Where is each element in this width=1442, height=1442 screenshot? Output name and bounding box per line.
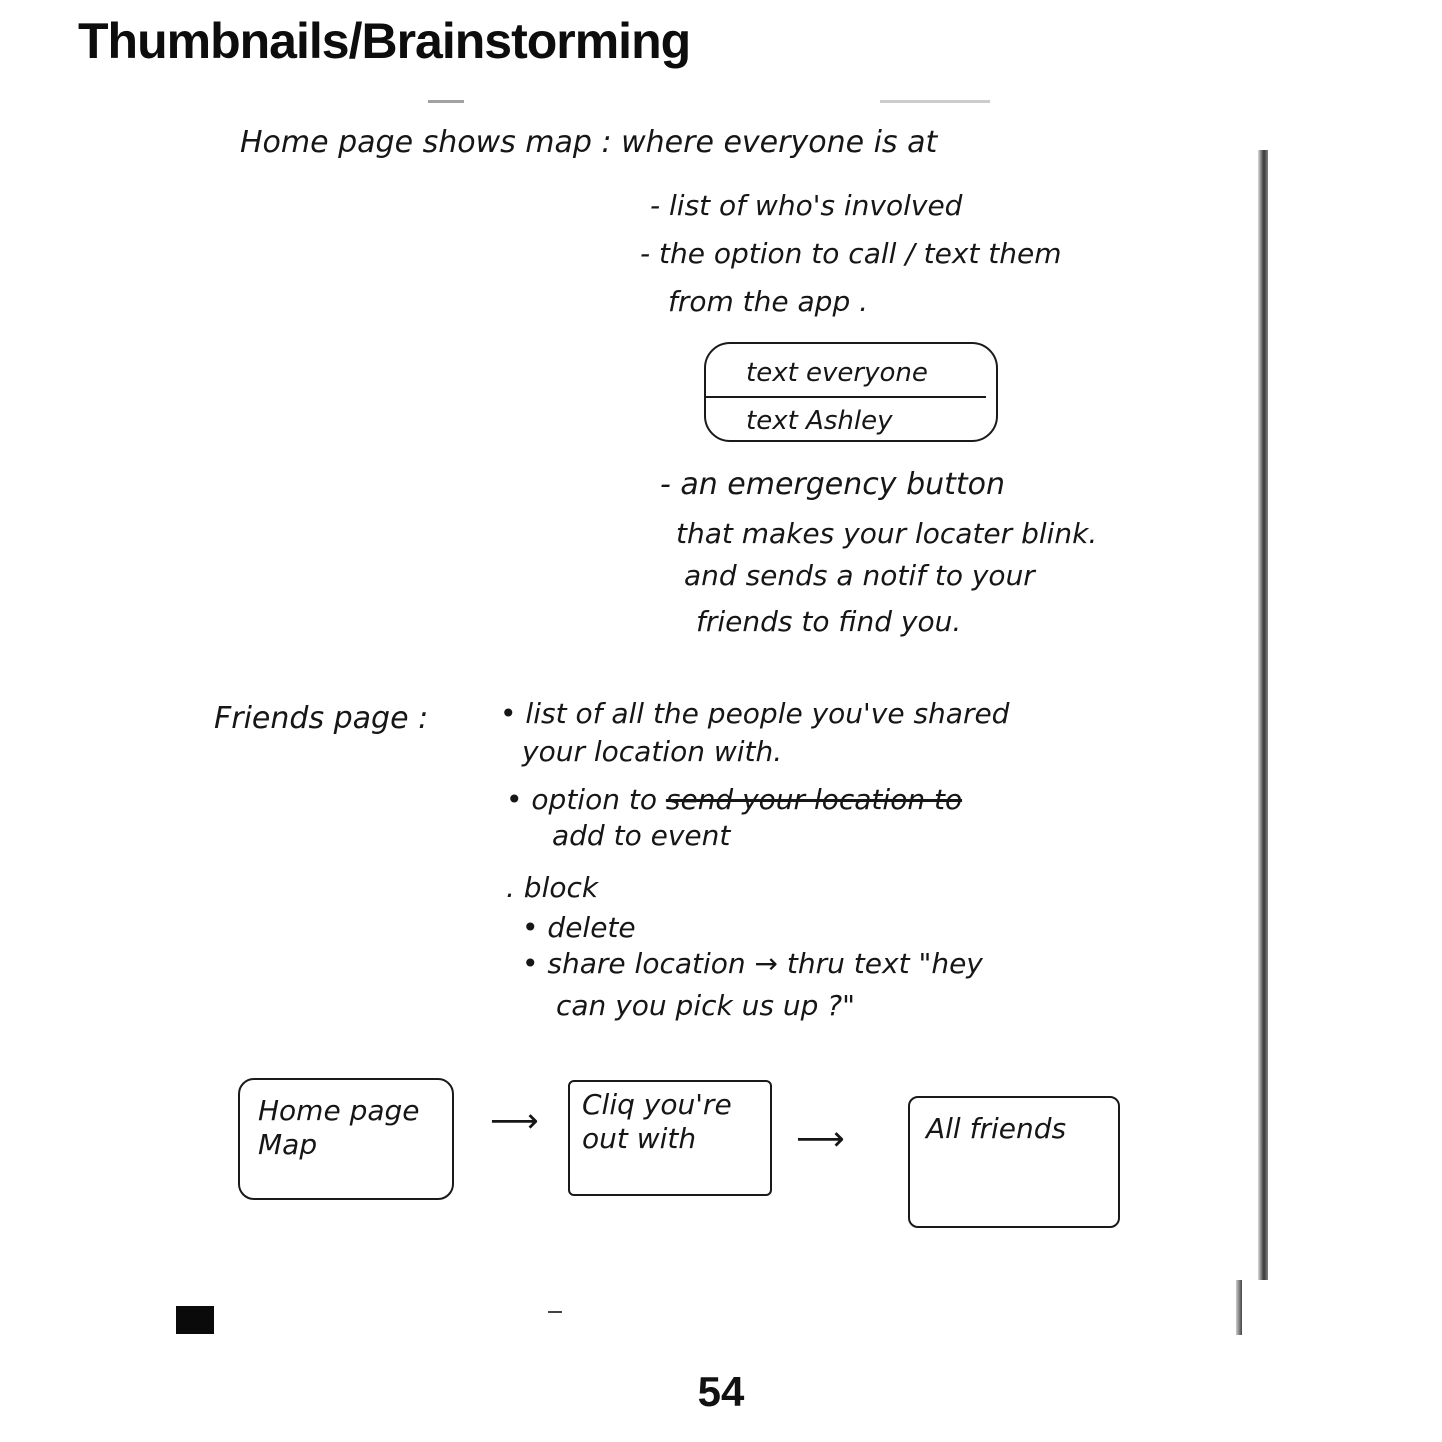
home-page-heading: Home page shows map : where everyone is at	[240, 125, 938, 160]
friends-item-share-location: • share location → thru text "hey	[522, 947, 983, 980]
friends-item-delete: • delete	[522, 911, 636, 944]
text-everyone-button[interactable]: text everyone	[746, 358, 928, 388]
flow-arrow-right-icon: ⟶	[796, 1119, 845, 1159]
friends-item-share-location-cont: can you pick us up ?"	[556, 989, 856, 1022]
friends-item-option	[506, 783, 963, 816]
flow-arrow-right-icon: ⟶	[490, 1101, 539, 1141]
scan-registration-mark	[176, 1306, 214, 1334]
friends-item-shared-list: • list of all the people you've shared	[500, 697, 1010, 730]
home-bullet-list-involved: - list of who's involved	[650, 189, 963, 222]
friends-item-block: . block	[506, 871, 599, 904]
emergency-line-1: - an emergency button	[660, 467, 1006, 502]
flow-box-cliq-label: Cliq you're out with	[582, 1088, 732, 1155]
scan-edge-shadow-bottom	[1236, 1280, 1242, 1335]
friends-item-add-event: add to event	[552, 819, 731, 852]
option-prefix: • option to	[506, 783, 657, 816]
friends-page-heading: Friends page :	[214, 701, 429, 736]
page-number: 54	[697, 1368, 745, 1415]
flow-box-cliq	[568, 1080, 772, 1196]
page-title: Thumbnails/Brainstorming	[78, 13, 691, 69]
scan-smudge	[428, 100, 464, 103]
flow-box-all-friends-label: All friends	[926, 1112, 1067, 1145]
scan-dash-mark	[548, 1311, 562, 1313]
friends-item-shared-list-cont: your location with.	[522, 735, 783, 768]
text-ashley-button[interactable]: text Ashley	[746, 406, 893, 436]
scan-edge-shadow	[1258, 150, 1268, 1280]
emergency-line-3: and sends a notif to your	[684, 559, 1035, 592]
emergency-line-2: that makes your locater blink.	[676, 517, 1098, 550]
flow-box-home-page	[238, 1078, 454, 1200]
text-buttons-sketch	[704, 342, 998, 442]
home-bullet-from-app: from the app .	[668, 285, 869, 318]
flow-box-all-friends	[908, 1096, 1120, 1228]
option-struck-text: send your location to	[665, 783, 963, 816]
button-divider	[706, 396, 986, 398]
flow-box-home-page-label: Home page Map	[258, 1094, 420, 1161]
emergency-line-4: friends to find you.	[696, 605, 962, 638]
scan-smudge	[880, 100, 990, 103]
home-bullet-call-text: - the option to call / text them	[640, 237, 1062, 270]
